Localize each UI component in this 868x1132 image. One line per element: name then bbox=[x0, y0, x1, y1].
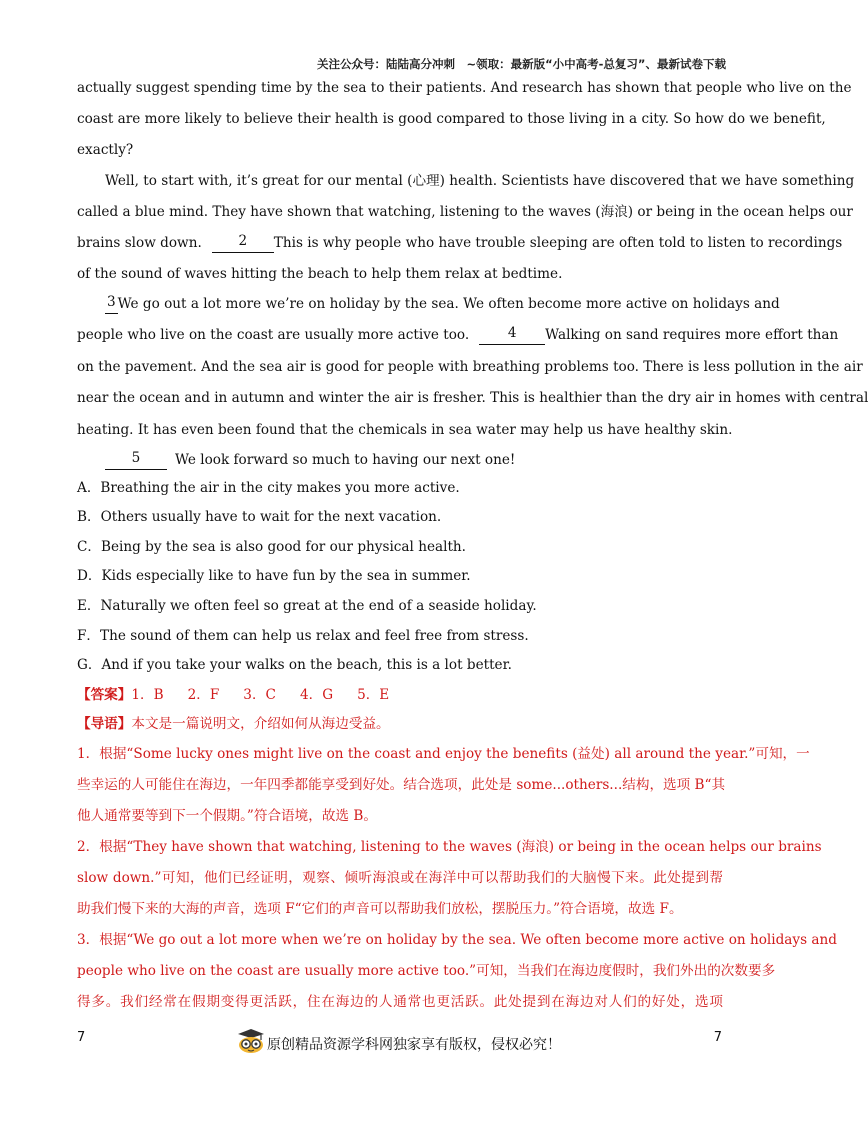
page-number-left: 7 bbox=[77, 1030, 86, 1045]
passage-line-with-blank bbox=[105, 294, 780, 314]
blank-4: 4 bbox=[479, 325, 545, 345]
passage-line: of the sound of waves hitting the beach to help them relax at bedtime. bbox=[77, 266, 563, 282]
option-f: F．The sound of them can help us relax and feel free from stress. bbox=[77, 628, 529, 644]
explanation-line: 助我们慢下来的大海的声音，选项 F“它们的声音可以帮助我们放松，摆脱压力。”符合语境，故选 F。 bbox=[77, 901, 683, 917]
explanation-line: 3．根据“We go out a lot more when we’re on holiday by the sea. We often become more active on holidays and bbox=[77, 932, 837, 948]
owl-logo-icon bbox=[237, 1028, 265, 1054]
blank-3: 3 bbox=[105, 294, 118, 314]
passage-line: heating. It has even been found that the chemicals in sea water may help us have healthy skin. bbox=[77, 422, 733, 438]
passage-line: called a blue mind. They have shown that watching, listening to the waves (海浪) or being in the ocean helps our bbox=[77, 204, 853, 220]
page-header: 关注公众号：陆陆高分冲刺 ~领取：最新版“小中高考-总复习”、最新试卷下载 bbox=[316, 57, 726, 71]
passage-text: This is why people who have trouble sleeping are often told to listen to recordings bbox=[273, 235, 843, 251]
option-a: A．Breathing the air in the city makes you more active. bbox=[77, 480, 460, 496]
passage-line: near the ocean and in autumn and winter the air is fresher. This is healthier than the dry air in homes with central bbox=[77, 390, 868, 406]
passage-text: Walking on sand requires more effort than bbox=[545, 327, 839, 343]
explanation-line: slow down.”可知，他们已经证明，观察、倾听海浪或在海洋中可以帮助我们的大脑慢下来。此处提到帮 bbox=[77, 870, 723, 886]
passage-line-with-blank bbox=[77, 233, 843, 253]
answer-item: 5．E bbox=[357, 687, 390, 703]
passage-line-with-blank bbox=[77, 325, 839, 345]
copyright-notice: 原创精品资源学科网独家享有版权，侵权必究！ bbox=[267, 1037, 561, 1053]
option-g: G．And if you take your walks on the beach, this is a lot better. bbox=[77, 657, 512, 673]
explanation-line: people who live on the coast are usually more active too.”可知，当我们在海边度假时，我们外出的次数要多 bbox=[77, 963, 776, 979]
answer-item: 2．F bbox=[187, 687, 220, 703]
passage-line: coast are more likely to believe their health is good compared to those living in a city. So how do we benefit, bbox=[77, 111, 826, 127]
option-b: B．Others usually have to wait for the next vacation. bbox=[77, 509, 442, 525]
guide-label: 【导语】 bbox=[77, 716, 132, 732]
explanation-line: 2．根据“They have shown that watching, listening to the waves (海浪) or being in the ocean helps our brains bbox=[77, 839, 822, 855]
answer-label: 【答案】 bbox=[77, 687, 132, 703]
explanation-line: 1．根据“Some lucky ones might live on the coast and enjoy the benefits (益处) all around the year.”可知，一 bbox=[77, 746, 810, 762]
option-d: D．Kids especially like to have fun by the sea in summer. bbox=[77, 568, 471, 584]
page-number-right: 7 bbox=[713, 1030, 722, 1045]
explanation-line: 些幸运的人可能住在海边，一年四季都能享受到好处。结合选项，此处是 some...others...结构，选项 B“其 bbox=[77, 777, 726, 793]
guide-line bbox=[77, 714, 723, 734]
guide-text: 本文是一篇说明文，介绍如何从海边受益。 bbox=[131, 716, 390, 732]
explanation-line: 他人通常要等到下一个假期。”符合语境，故选 B。 bbox=[77, 808, 377, 824]
passage-text: We go out a lot more we’re on holiday by the sea. We often become more active on holidays and bbox=[117, 296, 780, 312]
passage-line: Well, to start with, it’s great for our mental (心理) health. Scientists have discovered that we have something bbox=[105, 173, 855, 189]
passage-line: exactly? bbox=[77, 142, 134, 158]
passage-line: on the pavement. And the sea air is good for people with breathing problems too. There is less pollution in the air bbox=[77, 359, 863, 375]
passage-text: brains slow down. bbox=[77, 235, 202, 251]
answer-item: 1．B bbox=[131, 687, 164, 703]
passage-line: actually suggest spending time by the sea to their patients. And research has shown that people who live on the bbox=[77, 80, 852, 96]
blank-5: 5 bbox=[105, 450, 167, 470]
passage-text: We look forward so much to having our next one! bbox=[175, 452, 516, 468]
passage-text: people who live on the coast are usually more active too. bbox=[77, 327, 470, 343]
passage-line-with-blank bbox=[105, 450, 723, 470]
answer-item: 4．G bbox=[299, 687, 334, 703]
explanation-line: 得多。我们经常在假期变得更活跃，住在海边的人通常也更活跃。此处提到在海边对人们的好处，选项 bbox=[77, 994, 723, 1010]
blank-2: 2 bbox=[212, 233, 274, 253]
option-e: E．Naturally we often feel so great at the end of a seaside holiday. bbox=[77, 598, 537, 614]
answer-line bbox=[77, 685, 723, 705]
option-c: C．Being by the sea is also good for our physical health. bbox=[77, 539, 466, 555]
answer-item: 3．C bbox=[243, 687, 276, 703]
